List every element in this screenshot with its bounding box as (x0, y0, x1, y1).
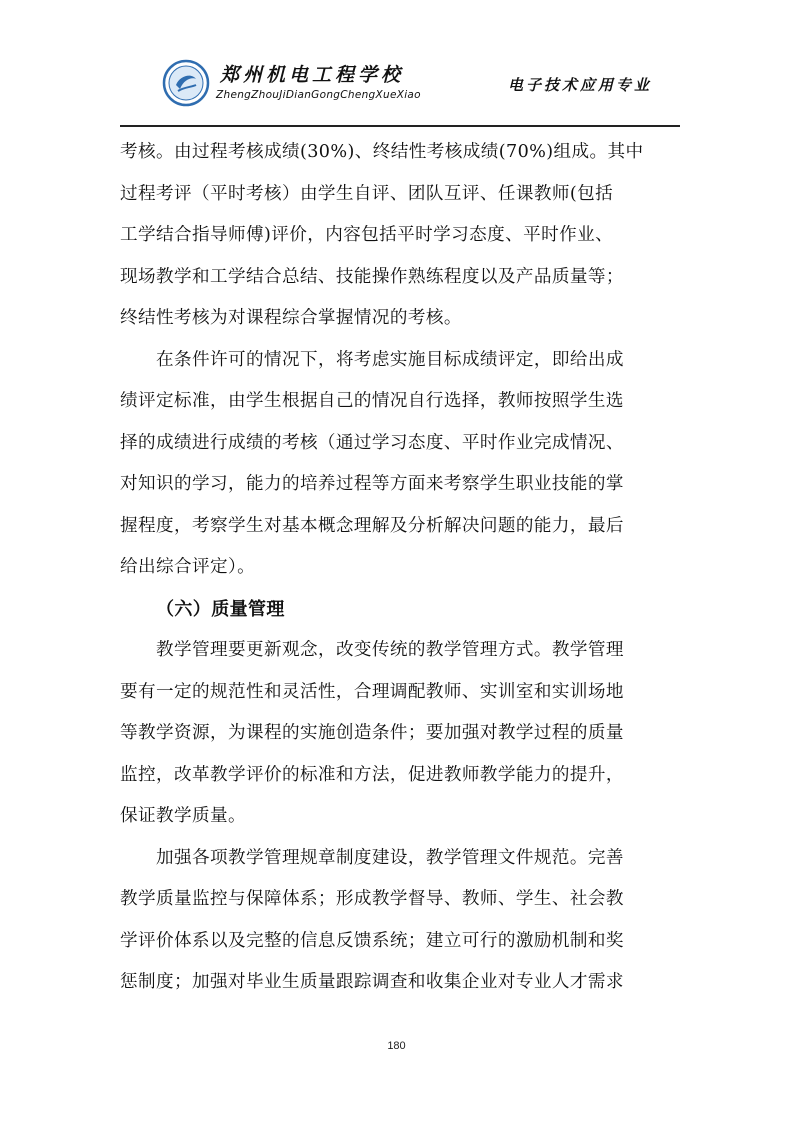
paragraph-line: 等教学资源，为课程的实施创造条件；要加强对教学过程的质量 (120, 723, 624, 743)
paragraph-line: 在条件许可的情况下，将考虑实施目标成绩评定，即给出成 (156, 349, 624, 370)
page-header (120, 52, 680, 128)
paragraph-line: 教学管理要更新观念，改变传统的教学管理方式。教学管理 (156, 640, 624, 660)
paragraph-line: 监控，改革教学评价的标准和方法，促进教师教学能力的提升， (120, 764, 624, 785)
paragraph-line: 择的成绩进行成绩的考核（通过学习态度、平时作业完成情况、 (120, 432, 624, 453)
paragraph-line: 考核。由过程考核成绩(30%)、终结性考核成绩(70%)组成。其中 (120, 142, 644, 162)
header-divider (120, 125, 680, 127)
paragraph-line: 现场教学和工学结合总结、技能操作熟练程度以及产品质量等； (120, 266, 624, 287)
paragraph-line: 过程考评（平时考核）由学生自评、团队互评、任课教师(包括 (120, 183, 614, 204)
paragraph-line: 惩制度；加强对毕业生质量跟踪调查和收集企业对专业人才需求 (120, 972, 624, 992)
page-number: 180 (387, 1040, 406, 1052)
paragraph-line: 学评价体系以及完整的信息反馈系统；建立可行的激励机制和奖 (120, 930, 624, 951)
document-body (120, 132, 682, 1004)
paragraph-line: 要有一定的规范性和灵活性，合理调配教师、实训室和实训场地 (120, 681, 624, 702)
paragraph-line: 加强各项教学管理规章制度建设，教学管理文件规范。完善 (156, 847, 624, 868)
paragraph-line: 保证教学质量。 (120, 806, 246, 826)
school-name-pinyin: ZhengZhouJiDianGongChengXueXiao (216, 89, 421, 101)
school-emblem-icon (162, 59, 210, 107)
school-name: 郑州机电工程学校 (220, 64, 405, 86)
paragraph-line: 握程度，考察学生对基本概念理解及分析解决问题的能力，最后 (120, 515, 624, 536)
paragraph-line: 终结性考核为对课程综合掌握情况的考核。 (120, 308, 462, 328)
section-heading: （六）质量管理 (156, 598, 285, 620)
paragraph-line: 工学结合指导师傅)评价，内容包括平时学习态度、平时作业、 (120, 225, 614, 245)
paragraph-line: 绩评定标准，由学生根据自己的情况自行选择，教师按照学生选 (120, 391, 624, 411)
paragraph-line: 对知识的学习，能力的培养过程等方面来考察学生职业技能的掌 (120, 474, 624, 494)
paragraph-line: 教学质量监控与保障体系；形成教学督导、教师、学生、社会教 (120, 889, 624, 909)
major-title: 电子技术应用专业 (507, 76, 652, 94)
paragraph-line: 给出综合评定）。 (120, 557, 256, 577)
